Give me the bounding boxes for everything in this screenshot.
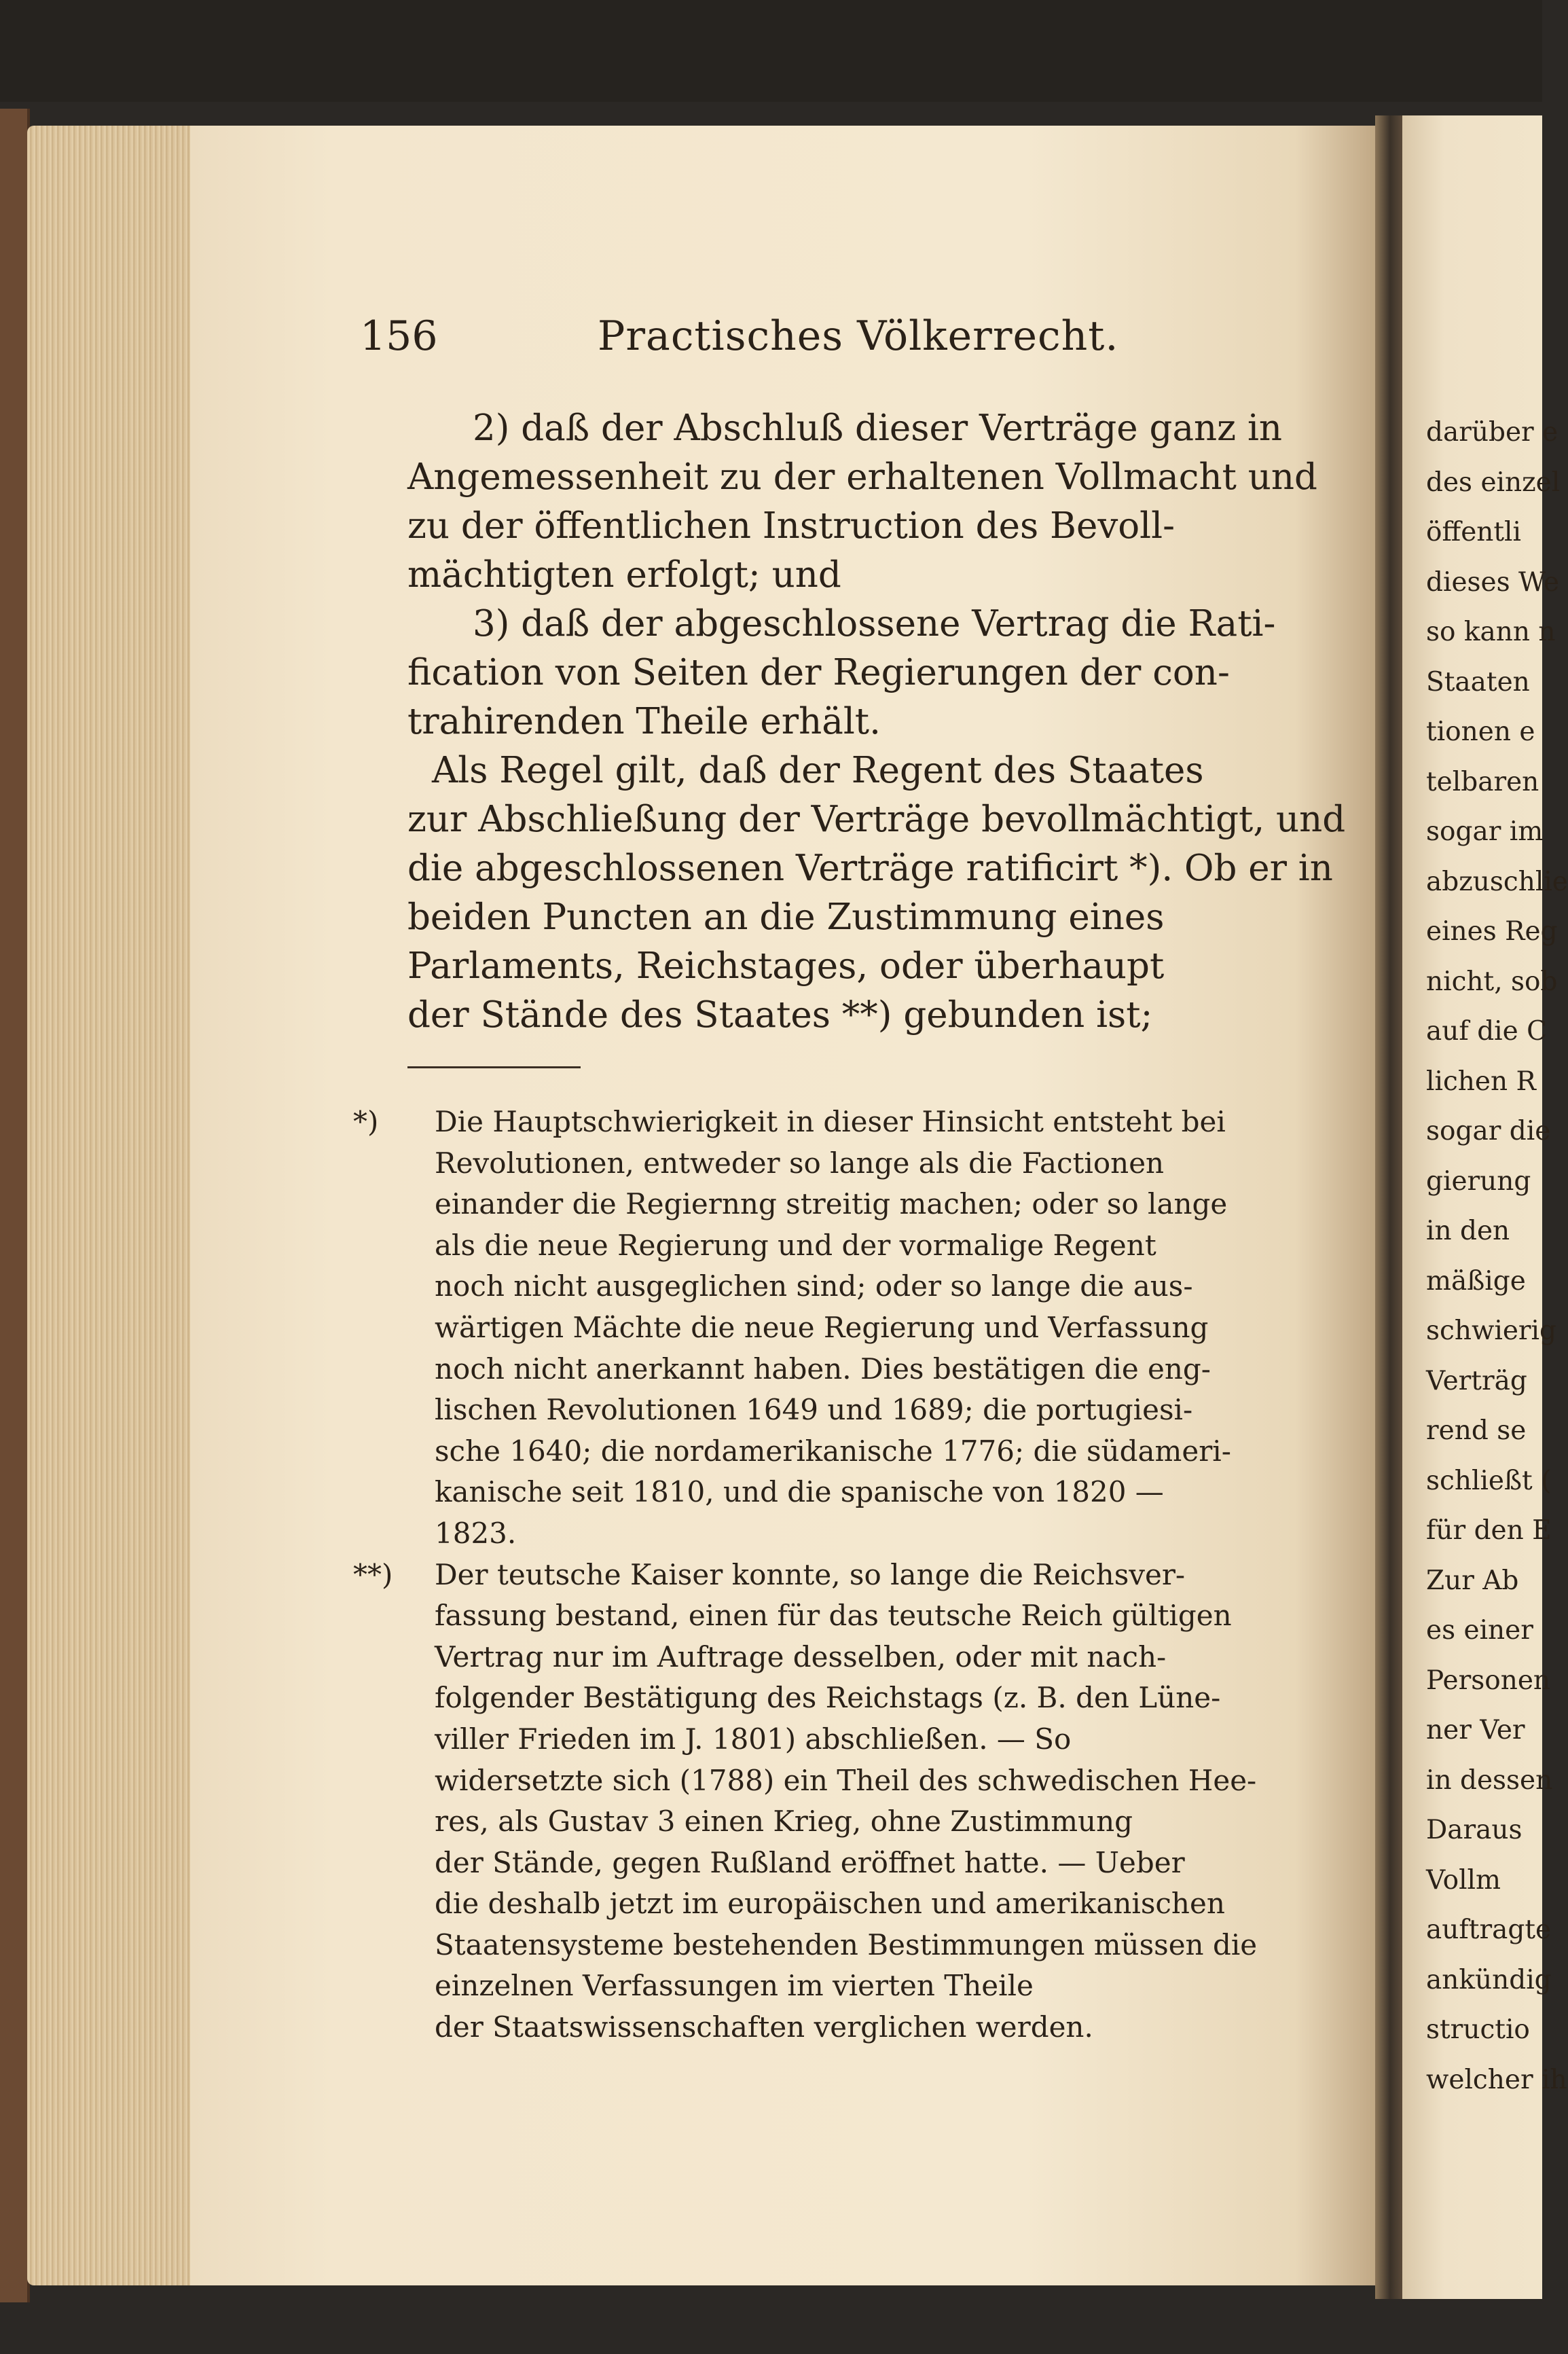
backdrop bbox=[0, 0, 1542, 102]
adjacent-line: rend se bbox=[1426, 1415, 1527, 1446]
adjacent-line: Personen bbox=[1426, 1665, 1551, 1696]
adjacent-line: Verträg bbox=[1426, 1365, 1527, 1396]
adjacent-line: eines Reg bbox=[1426, 916, 1558, 947]
adjacent-line: so kann n bbox=[1426, 617, 1556, 647]
adjacent-line: telbaren bbox=[1426, 766, 1539, 797]
footnote-mark: **) bbox=[353, 1557, 393, 1591]
page-block-edges bbox=[27, 126, 190, 2285]
footnote-mark: *) bbox=[353, 1105, 379, 1138]
adjacent-line: sogar im bbox=[1426, 816, 1544, 847]
text-line: mächtigten erfolgt; und bbox=[407, 554, 841, 596]
footnote-line: viller Frieden im J. 1801) abschließen. — So bbox=[435, 1722, 1072, 1756]
footnote-line: 1823. bbox=[435, 1516, 517, 1550]
footnote-line: noch nicht anerkannt haben. Dies bestätigen die eng- bbox=[435, 1352, 1211, 1386]
page-number: 156 bbox=[360, 312, 438, 360]
text-line: Angemessenheit zu der erhaltenen Vollmacht und bbox=[407, 456, 1317, 498]
adjacent-line: sogar die bbox=[1426, 1116, 1551, 1146]
adjacent-line: abzuschlie bbox=[1426, 866, 1568, 897]
text-line: fication von Seiten der Regierungen der con- bbox=[407, 652, 1230, 693]
footnote bbox=[353, 1555, 1290, 2048]
footnote-line: der Stände, gegen Rußland eröffnet hatte. — Ueber bbox=[435, 1845, 1185, 1879]
adjacent-line: dieses We bbox=[1426, 566, 1560, 598]
book-cover-edge bbox=[0, 109, 30, 2302]
footnote-line: der Staatswissenschaften verglichen werden. bbox=[435, 2010, 1093, 2044]
footnote-line: einander die Regiernng streitig machen; oder so lange bbox=[435, 1187, 1228, 1221]
text-line: der Stände des Staates **) gebunden ist; bbox=[407, 994, 1153, 1036]
adjacent-line: darüber e bbox=[1426, 417, 1558, 448]
footnote-line: Staatensysteme bestehenden Bestimmungen müssen die bbox=[435, 1927, 1258, 1961]
footnote-line: die deshalb jetzt im europäischen und amerikanischen bbox=[435, 1887, 1225, 1921]
text-line: beiden Puncten an die Zustimmung eines bbox=[407, 897, 1165, 938]
footnote-line: sche 1640; die nordamerikanische 1776; die südameri- bbox=[435, 1434, 1231, 1468]
text-line: Parlaments, Reichstages, oder überhaupt bbox=[407, 945, 1165, 987]
adjacent-line: in dessen bbox=[1426, 1764, 1553, 1796]
adjacent-line: schwierig bbox=[1426, 1316, 1556, 1346]
adjacent-line: ankündig bbox=[1426, 1964, 1552, 1995]
footnote-line: lischen Revolutionen 1649 und 1689; die portugiesi- bbox=[435, 1393, 1193, 1427]
text-line: 3) daß der abgeschlossene Vertrag die Rati- bbox=[473, 603, 1276, 645]
adjacent-line: gierung bbox=[1426, 1165, 1531, 1197]
adjacent-line: nicht, sob bbox=[1426, 966, 1558, 997]
adjacent-line: des einzel bbox=[1426, 467, 1561, 498]
adjacent-page-text bbox=[1426, 408, 1568, 2105]
adjacent-line: ner Ver bbox=[1426, 1715, 1525, 1745]
footnote-line: wärtigen Mächte die neue Regierung und Verfassung bbox=[435, 1310, 1209, 1344]
main-text-block bbox=[407, 404, 1346, 1040]
footnote-line: widersetzte sich (1788) ein Theil des schwedischen Hee- bbox=[435, 1763, 1257, 1797]
footnote-line: folgender Bestätigung des Reichstags (z. B. den Lüne- bbox=[435, 1681, 1221, 1715]
footnote-line: res, als Gustav 3 einen Krieg, ohne Zustimmung bbox=[435, 1805, 1133, 1839]
footnotes bbox=[353, 1102, 1290, 2048]
page-header bbox=[360, 312, 1358, 367]
text-line: trahirenden Theile erhält. bbox=[407, 701, 881, 742]
adjacent-line: lichen R bbox=[1426, 1066, 1536, 1097]
footnote-divider bbox=[407, 1066, 581, 1068]
footnote-line: Vertrag nur im Auftrage desselben, oder mit nach- bbox=[435, 1640, 1167, 1673]
adjacent-line: öffentli bbox=[1426, 517, 1522, 547]
adjacent-line: in den bbox=[1426, 1216, 1510, 1246]
adjacent-line: schließt ( bbox=[1426, 1465, 1552, 1496]
footnote-line: noch nicht ausgeglichen sind; oder so lange die aus- bbox=[435, 1269, 1193, 1303]
footnote-line: fassung bestand, einen für das teutsche Reich gültigen bbox=[435, 1599, 1232, 1633]
footnote bbox=[353, 1102, 1290, 1555]
adjacent-line: tionen e bbox=[1426, 717, 1535, 747]
adjacent-line: für den E bbox=[1426, 1515, 1552, 1546]
footnote-line: als die neue Regierung und der vormalige Regent bbox=[435, 1228, 1156, 1262]
adjacent-line: welcher ih bbox=[1426, 2064, 1567, 2095]
book-gutter bbox=[1375, 115, 1402, 2299]
text-line: zur Abschließung der Verträge bevollmächtigt, und bbox=[407, 799, 1346, 840]
text-line: die abgeschlossenen Verträge ratificirt *). Ob er in bbox=[407, 848, 1333, 889]
footnote-line: einzelnen Verfassungen im vierten Theile bbox=[435, 1969, 1034, 2003]
footnote-line: Die Hauptschwierigkeit in dieser Hinsicht entsteht bei bbox=[435, 1105, 1226, 1138]
adjacent-line: Daraus bbox=[1426, 1815, 1523, 1845]
footnote-line: kanische seit 1810, und die spanische von 1820 — bbox=[435, 1475, 1164, 1509]
adjacent-line: Zur Ab bbox=[1426, 1565, 1519, 1596]
adjacent-line: es einer bbox=[1426, 1615, 1533, 1646]
running-title: Practisches Völkerrecht. bbox=[598, 312, 1119, 360]
text-line: zu der öffentlichen Instruction des Bevoll- bbox=[407, 505, 1175, 547]
adjacent-line: auf die C bbox=[1426, 1016, 1547, 1047]
adjacent-line: auftragte bbox=[1426, 1915, 1552, 1945]
adjacent-line: structio bbox=[1426, 2014, 1530, 2045]
adjacent-line: mäßige bbox=[1426, 1265, 1526, 1297]
text-line: 2) daß der Abschluß dieser Verträge ganz in bbox=[473, 408, 1283, 449]
text-line: Als Regel gilt, daß der Regent des Staates bbox=[432, 750, 1204, 791]
footnote-line: Revolutionen, entweder so lange als die Factionen bbox=[435, 1146, 1165, 1180]
adjacent-line: Staaten bbox=[1426, 666, 1530, 698]
footnote-line: Der teutsche Kaiser konnte, so lange die Reichsver- bbox=[435, 1557, 1186, 1591]
adjacent-line: Vollm bbox=[1426, 1864, 1501, 1896]
